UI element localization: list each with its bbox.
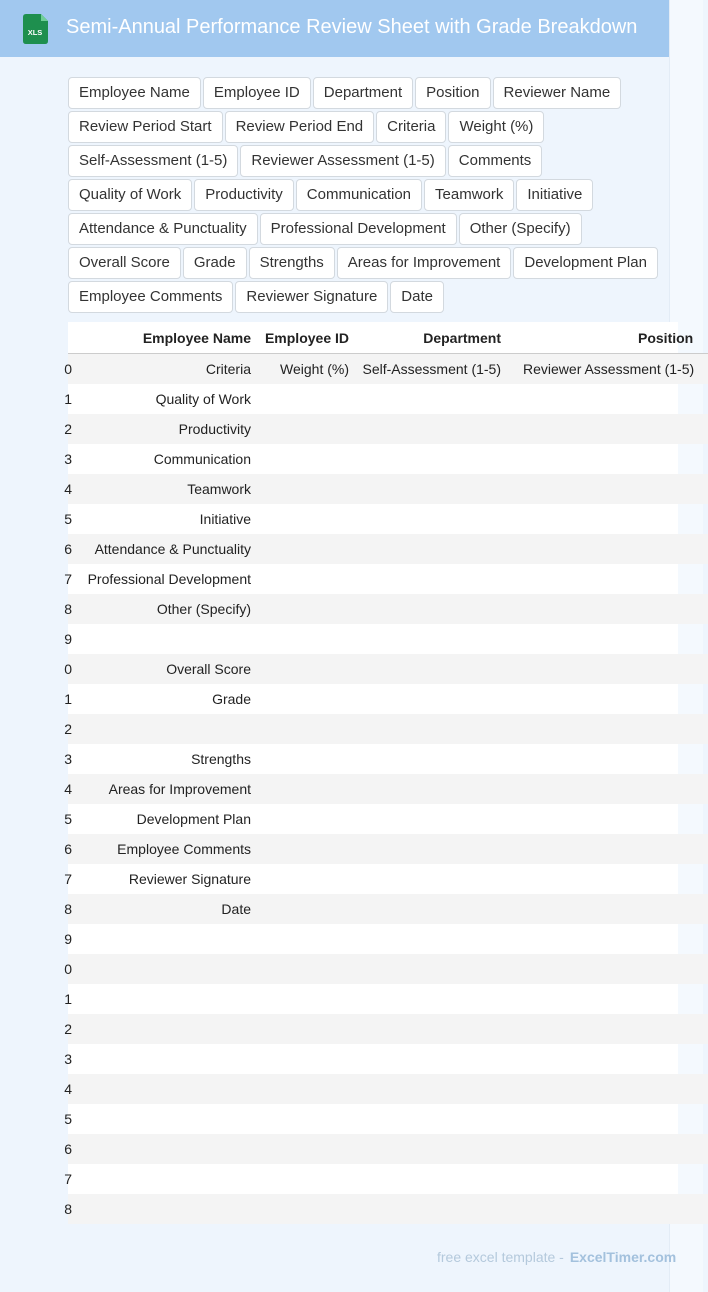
table-cell[interactable] — [357, 834, 509, 864]
row-index: 3 — [64, 751, 72, 767]
row-index: 5 — [64, 1111, 72, 1127]
table-row — [68, 354, 708, 385]
table-cell[interactable] — [72, 1104, 259, 1134]
table-cell[interactable] — [509, 1134, 708, 1164]
table-row — [68, 774, 708, 804]
table-cell[interactable] — [72, 954, 259, 984]
table-cell[interactable] — [357, 414, 509, 444]
row-index: 7 — [64, 571, 72, 587]
table-row — [68, 804, 708, 834]
table-cell[interactable] — [357, 444, 509, 474]
row-index: 3 — [64, 451, 72, 467]
table-header-row — [68, 322, 708, 354]
field-tag-list — [68, 77, 668, 315]
spreadsheet-file-icon — [22, 14, 50, 44]
table-cell[interactable]: Overall Score — [166, 661, 251, 677]
table-cell[interactable] — [259, 684, 357, 714]
table-cell[interactable] — [509, 1104, 708, 1134]
table-cell[interactable] — [357, 1014, 509, 1044]
field-tag[interactable]: Review Period End — [225, 111, 375, 143]
table-cell[interactable] — [357, 384, 509, 414]
table-row — [68, 714, 708, 744]
row-index: 8 — [64, 901, 72, 917]
table-cell[interactable] — [259, 774, 357, 804]
table-cell[interactable]: Weight (%) — [280, 361, 349, 377]
table-cell[interactable] — [357, 864, 509, 894]
table-cell[interactable] — [509, 594, 708, 624]
field-tag[interactable]: Communication — [296, 179, 422, 211]
table-row — [68, 1134, 708, 1164]
row-index: 8 — [64, 1201, 72, 1217]
table-cell[interactable]: Date — [221, 901, 251, 917]
table-cell[interactable] — [259, 654, 357, 684]
table-row — [68, 894, 708, 924]
field-tag[interactable]: Quality of Work — [68, 179, 192, 211]
table-row — [68, 654, 708, 684]
table-cell[interactable] — [259, 954, 357, 984]
table-cell[interactable] — [357, 1074, 509, 1104]
row-index: 1 — [64, 391, 72, 407]
row-index: 4 — [64, 781, 72, 797]
table-cell[interactable] — [357, 954, 509, 984]
table-cell[interactable] — [357, 804, 509, 834]
table-cell[interactable]: Strengths — [191, 751, 251, 767]
table-row — [68, 444, 708, 474]
table-cell[interactable]: Reviewer Assessment (1-5) — [523, 361, 695, 377]
table-cell[interactable] — [259, 1104, 357, 1134]
table-cell[interactable] — [259, 1164, 357, 1194]
table-cell[interactable] — [259, 744, 357, 774]
table-cell[interactable] — [509, 474, 708, 504]
spreadsheet-preview — [64, 322, 695, 1223]
table-cell[interactable] — [259, 414, 357, 444]
row-index: 7 — [64, 1171, 72, 1187]
table-cell[interactable] — [259, 504, 357, 534]
row-index: 6 — [64, 541, 72, 557]
table-cell[interactable]: Reviewer Signature — [128, 871, 251, 887]
table-cell[interactable]: Initiative — [199, 511, 251, 527]
table-cell[interactable] — [259, 1044, 357, 1074]
table-cell[interactable]: Self-Assessment (1-5) — [362, 361, 501, 377]
table-row — [68, 624, 708, 654]
table-cell[interactable] — [259, 924, 357, 954]
table-cell[interactable] — [509, 1074, 708, 1104]
table-row — [68, 384, 708, 414]
table-cell[interactable] — [509, 654, 708, 684]
table-row — [68, 924, 708, 954]
table-cell[interactable]: Development Plan — [136, 811, 251, 827]
table-cell[interactable]: Productivity — [178, 421, 251, 437]
field-tag[interactable]: Weight (%) — [448, 111, 544, 143]
table-cell[interactable] — [509, 564, 708, 594]
row-index: 3 — [64, 1051, 72, 1067]
field-tag[interactable]: Position — [415, 77, 490, 109]
table-cell[interactable] — [259, 894, 357, 924]
table-cell[interactable] — [259, 984, 357, 1014]
table-cell[interactable] — [509, 1194, 708, 1224]
table-row — [68, 1044, 708, 1074]
table-cell[interactable] — [357, 1104, 509, 1134]
table-cell[interactable]: Attendance & Punctuality — [94, 541, 251, 557]
table-cell[interactable] — [72, 1164, 259, 1194]
table-cell[interactable] — [357, 774, 509, 804]
table-cell[interactable] — [509, 1014, 708, 1044]
row-index: 5 — [64, 811, 72, 827]
table-cell[interactable] — [259, 864, 357, 894]
table-cell[interactable] — [259, 1194, 357, 1224]
table-cell[interactable] — [357, 1164, 509, 1194]
row-index: 9 — [64, 931, 72, 947]
row-index: 7 — [64, 871, 72, 887]
field-tag[interactable]: Grade — [183, 247, 247, 279]
row-index: 0 — [64, 961, 72, 977]
table-cell[interactable] — [72, 1194, 259, 1224]
table-cell[interactable] — [357, 1194, 509, 1224]
field-tag[interactable]: Date — [390, 281, 444, 313]
table-cell[interactable] — [357, 534, 509, 564]
table-cell[interactable] — [509, 1044, 708, 1074]
table-cell[interactable] — [357, 654, 509, 684]
table-cell[interactable] — [357, 564, 509, 594]
table-row — [68, 1014, 708, 1044]
table-cell[interactable] — [259, 804, 357, 834]
table-cell[interactable] — [72, 1074, 259, 1104]
table-cell[interactable] — [259, 594, 357, 624]
field-tag[interactable]: Employee ID — [203, 77, 311, 109]
page-title: Semi-Annual Performance Review Sheet with Grade Breakdown — [66, 16, 638, 38]
table-cell[interactable] — [509, 1164, 708, 1194]
field-tag[interactable]: Department — [313, 77, 413, 109]
table-cell[interactable] — [259, 474, 357, 504]
table-cell[interactable] — [72, 1044, 259, 1074]
page-header — [0, 0, 669, 57]
table-cell[interactable] — [72, 984, 259, 1014]
footer-prefix: free excel template - — [437, 1249, 564, 1265]
field-tag[interactable]: Initiative — [516, 179, 593, 211]
table-cell[interactable] — [509, 894, 708, 924]
table-cell[interactable] — [509, 444, 708, 474]
row-index: 0 — [64, 661, 72, 677]
row-index: 4 — [64, 1081, 72, 1097]
table-cell[interactable] — [259, 1074, 357, 1104]
field-tag[interactable]: Employee Comments — [68, 281, 233, 313]
table-row — [68, 864, 708, 894]
table-row — [68, 594, 708, 624]
column-header: Employee ID — [259, 322, 357, 354]
table-cell[interactable]: Employee Comments — [117, 841, 251, 857]
field-tag[interactable]: Reviewer Name — [493, 77, 622, 109]
table-cell[interactable] — [259, 1134, 357, 1164]
field-tag[interactable]: Reviewer Signature — [235, 281, 388, 313]
field-tag[interactable]: Teamwork — [424, 179, 514, 211]
column-header: Department — [357, 322, 509, 354]
table-cell[interactable]: Quality of Work — [155, 391, 251, 407]
table-cell[interactable] — [509, 954, 708, 984]
table-row — [68, 834, 708, 864]
table-cell[interactable] — [509, 744, 708, 774]
column-header: Position — [509, 322, 708, 354]
field-tag[interactable]: Strengths — [249, 247, 335, 279]
table-cell[interactable] — [259, 1014, 357, 1044]
table-cell[interactable] — [509, 924, 708, 954]
table-cell[interactable] — [259, 834, 357, 864]
row-index: 1 — [64, 691, 72, 707]
table-cell[interactable]: Professional Development — [87, 571, 251, 587]
table-cell[interactable] — [509, 414, 708, 444]
field-tag[interactable]: Employee Name — [68, 77, 201, 109]
table-cell[interactable] — [72, 624, 259, 654]
footer-credit — [437, 1249, 676, 1265]
table-cell[interactable] — [357, 624, 509, 654]
table-row — [68, 1194, 708, 1224]
table-cell[interactable] — [259, 384, 357, 414]
row-index: 2 — [64, 1021, 72, 1037]
table-cell[interactable] — [72, 924, 259, 954]
table-cell[interactable] — [357, 924, 509, 954]
table-cell[interactable] — [509, 534, 708, 564]
table-row — [68, 954, 708, 984]
field-tag[interactable]: Comments — [448, 145, 543, 177]
file-badge-text: XLS — [27, 28, 43, 37]
table-row — [68, 1074, 708, 1104]
field-tag[interactable]: Professional Development — [260, 213, 457, 245]
table-cell[interactable] — [357, 1134, 509, 1164]
row-index: 0 — [64, 361, 72, 377]
field-tag[interactable]: Areas for Improvement — [337, 247, 512, 279]
table-cell[interactable] — [509, 384, 708, 414]
table-row — [68, 534, 708, 564]
field-tag[interactable]: Development Plan — [513, 247, 658, 279]
table-cell[interactable]: Grade — [212, 691, 251, 707]
field-tag[interactable]: Reviewer Assessment (1-5) — [240, 145, 445, 177]
table-cell[interactable] — [259, 534, 357, 564]
table-cell[interactable]: Other (Specify) — [156, 601, 251, 617]
table-row — [68, 1164, 708, 1194]
table-row — [68, 744, 708, 774]
table-cell[interactable] — [357, 504, 509, 534]
table-cell[interactable] — [357, 474, 509, 504]
table-cell[interactable] — [509, 804, 708, 834]
row-index: 6 — [64, 1141, 72, 1157]
table-cell[interactable]: Teamwork — [187, 481, 251, 497]
table-row — [68, 414, 708, 444]
table-cell[interactable] — [357, 684, 509, 714]
table-cell[interactable] — [72, 1014, 259, 1044]
table-cell[interactable]: Criteria — [205, 361, 251, 377]
table-row — [68, 564, 708, 594]
table-cell[interactable]: Areas for Improvement — [108, 781, 251, 797]
row-index: 9 — [64, 631, 72, 647]
row-index: 2 — [64, 721, 72, 737]
table-cell[interactable] — [509, 834, 708, 864]
review-table — [64, 322, 708, 1224]
table-cell[interactable] — [357, 594, 509, 624]
table-cell[interactable] — [357, 1044, 509, 1074]
table-row — [68, 504, 708, 534]
row-index: 6 — [64, 841, 72, 857]
table-cell[interactable] — [259, 444, 357, 474]
table-cell[interactable] — [357, 714, 509, 744]
row-index: 2 — [64, 421, 72, 437]
field-tag[interactable]: Other (Specify) — [459, 213, 582, 245]
row-index: 8 — [64, 601, 72, 617]
table-cell[interactable] — [72, 714, 259, 744]
table-cell[interactable] — [259, 624, 357, 654]
field-tag[interactable]: Criteria — [376, 111, 446, 143]
row-index: 4 — [64, 481, 72, 497]
table-cell[interactable] — [357, 744, 509, 774]
table-row — [68, 1104, 708, 1134]
field-tag[interactable]: Review Period Start — [68, 111, 223, 143]
table-row — [68, 684, 708, 714]
table-cell[interactable] — [357, 894, 509, 924]
table-cell[interactable] — [357, 984, 509, 1014]
table-cell[interactable] — [509, 984, 708, 1014]
table-cell[interactable] — [509, 864, 708, 894]
table-cell[interactable] — [509, 774, 708, 804]
table-cell[interactable] — [259, 564, 357, 594]
table-cell[interactable] — [509, 504, 708, 534]
row-index: 1 — [64, 991, 72, 1007]
footer-brand-link[interactable]: ExcelTimer.com — [569, 1249, 677, 1265]
column-header: Employee Name — [72, 322, 259, 354]
table-cell[interactable]: Communication — [153, 451, 251, 467]
table-row — [68, 984, 708, 1014]
row-index: 5 — [64, 511, 72, 527]
field-tag[interactable]: Overall Score — [68, 247, 181, 279]
table-cell[interactable] — [509, 714, 708, 744]
table-cell[interactable] — [509, 684, 708, 714]
table-cell[interactable] — [259, 714, 357, 744]
table-cell[interactable] — [509, 624, 708, 654]
field-tag[interactable]: Productivity — [194, 179, 294, 211]
table-row — [68, 474, 708, 504]
table-cell[interactable] — [72, 1134, 259, 1164]
field-tag[interactable]: Self-Assessment (1-5) — [68, 145, 238, 177]
field-tag[interactable]: Attendance & Punctuality — [68, 213, 258, 245]
